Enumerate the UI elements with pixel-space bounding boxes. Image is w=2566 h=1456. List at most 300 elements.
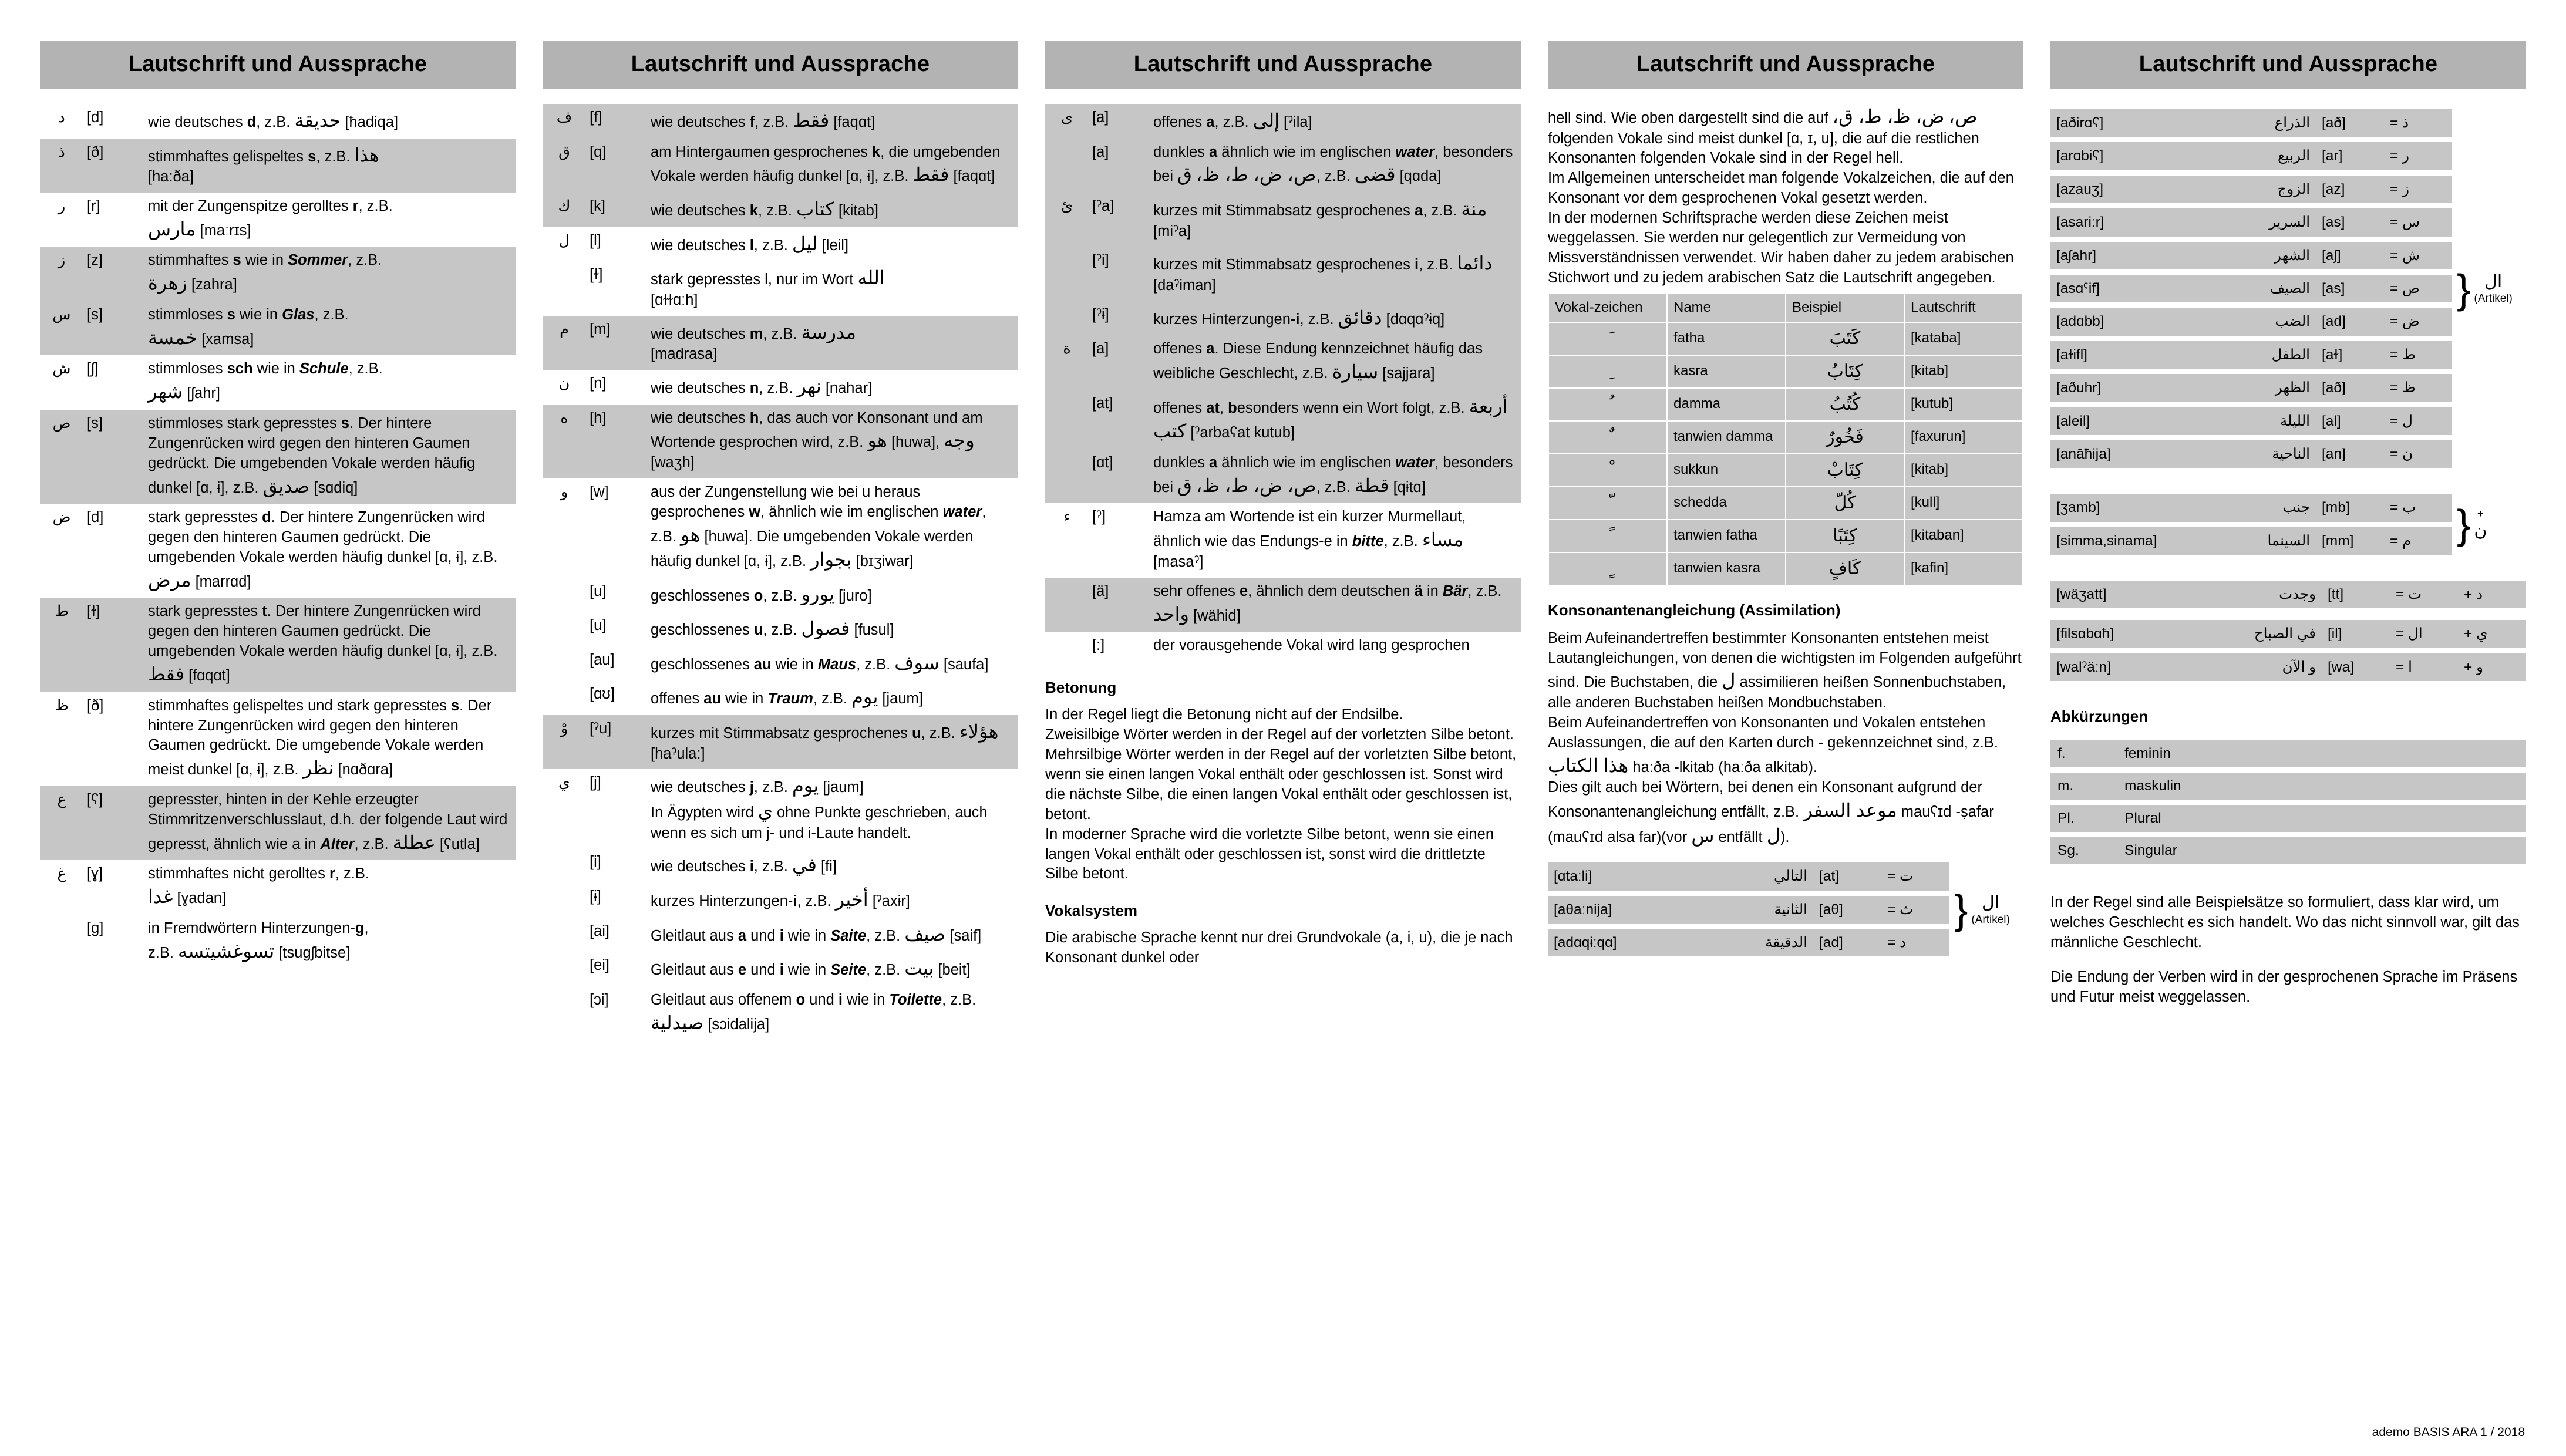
- assimilation-row: [2050, 109, 2452, 137]
- pronunciation-row: [1045, 104, 1521, 139]
- abbreviation-key: Sg.: [2050, 837, 2117, 864]
- ipa-symbol: [au]: [590, 651, 615, 668]
- transcription: [ɑtaːli]: [1548, 862, 1665, 890]
- arabic-word: الثانية: [1665, 896, 1813, 924]
- vowel-example: كُتُبُ: [1786, 388, 1904, 421]
- arabic-letter: [543, 646, 586, 681]
- other-assimilation-table: [2050, 575, 2526, 614]
- arabic-letter: ق: [543, 139, 586, 193]
- ipa-symbol: [ɔi]: [590, 991, 609, 1008]
- brace-icon: }: [2457, 265, 2471, 312]
- vowel-table-header-cell: Vokal-zeichen: [1555, 299, 1643, 315]
- abbreviation-value: feminin: [2117, 740, 2526, 767]
- vowel-table-header-cell: Name: [1673, 299, 1712, 315]
- pronunciation-row: [1045, 139, 1521, 193]
- vowel-sign: [1548, 322, 1667, 355]
- vowel-table-row: [1548, 322, 2023, 355]
- assimilation-row: [2050, 581, 2526, 608]
- result-sound: [az]: [2316, 176, 2384, 203]
- arabic-letter: ش: [52, 360, 71, 378]
- pronunciation-row: [40, 504, 516, 598]
- vowel-name: kasra: [1667, 355, 1786, 388]
- ipa-symbol: [a]: [1089, 335, 1150, 389]
- source-letter: ن =: [2384, 440, 2452, 468]
- arabic-word: الطفل: [2168, 341, 2316, 369]
- pronunciation-row: [1045, 503, 1521, 577]
- arabic-letter: ر: [58, 198, 66, 214]
- pronunciation-row: [1045, 449, 1521, 503]
- assimilation-row: [2050, 407, 2452, 435]
- vowel-th-name: [1667, 294, 1786, 322]
- abbreviation-key: Pl.: [2050, 805, 2117, 832]
- assimilation-examples-table: [1548, 857, 1949, 962]
- vowel-th-example: [1786, 294, 1904, 322]
- assimilation-row: [2050, 620, 2526, 648]
- ipa-symbol: [ɣ]: [87, 865, 103, 882]
- sun-letters-brace-group: [2457, 104, 2526, 473]
- pronunciation-description: aus der Zungenstellung wie bei u heraus gesprochenes w, ähnlich wie im englischen water, z.B. هو [huwa]. Die umgebenden Vokale werden häufig dunkel [ɑ, ɨ], z.B. بجوار [bɪʒiwar]: [651, 483, 986, 571]
- footer-credit: ademo BASIS ARA 1 / 2018: [2372, 1425, 2525, 1439]
- arabic-letter: ع: [40, 786, 83, 860]
- arabic-letter: [543, 918, 586, 952]
- pronunciation-row: [40, 301, 516, 355]
- vowel-join-block: [2050, 615, 2526, 686]
- paragraph: In der Regel liegt die Betonung nicht auf der Endsilbe.: [1045, 706, 1403, 723]
- arabic-letter: [543, 612, 586, 646]
- arabic-letter: ذ: [40, 139, 83, 193]
- ipa-symbol: [at]: [1089, 390, 1150, 449]
- sun-letters-table: [2050, 104, 2452, 473]
- arabic-letter: [40, 915, 83, 969]
- pronunciation-description: kurzes mit Stimmabsatz gesprochenes u, z.B. هؤلاء [haˀula:]: [647, 715, 1018, 769]
- arabic-letter: ي: [558, 774, 570, 791]
- ipa-symbol: [ɑʊ]: [590, 686, 615, 703]
- result-sound: [aθ]: [1813, 896, 1881, 924]
- abbreviations-table: [2050, 735, 2526, 869]
- pronunciation-description: wie deutsches j, z.B. يوم [jaum] In Ägypten wird ي ohne Punkte geschrieben, auch wenn es sich um j- und i-Laute handelt.: [651, 775, 988, 841]
- transcription: [aðirɑʕ]: [2050, 109, 2168, 137]
- pronunciation-row: [40, 915, 516, 969]
- arabic-letter: [1045, 301, 1089, 336]
- column-2-header: Lautschrift und Aussprache: [543, 41, 1018, 89]
- pronunciation-description: dunkles a ähnlich wie im englischen water, besonders bei ص، ض، ط، ظ، ق , z.B. قضى [qɑda]: [1150, 139, 1521, 193]
- assimilation-row: [2050, 374, 2452, 402]
- vowel-example: فَخُورٌ: [1786, 421, 1904, 454]
- arabic-letter: ف: [543, 104, 586, 139]
- source-letter: ز =: [2384, 176, 2452, 203]
- source-letter: ب =: [2384, 494, 2452, 521]
- arabic-word: الشهر: [2168, 242, 2316, 269]
- vowel-th-sign: [1548, 294, 1667, 322]
- paragraph: In der Regel sind alle Beispielsätze so formuliert, dass klar wird, um welches Geschlecht es sich handelt. Wo das nicht sinnvoll war, gilt das männliche Geschlecht.: [2050, 894, 2520, 951]
- vowel-example: كُلّ: [1786, 487, 1904, 520]
- nasal-assimilation-block: [2050, 488, 2526, 560]
- arabic-letter: ن: [558, 375, 570, 392]
- vowel-example: كِتَبًا: [1786, 520, 1904, 552]
- result-sound: [at]: [1813, 862, 1881, 890]
- pronunciation-description: kurzes Hinterzungen-i, z.B. أخير [ˀaxɨr]: [651, 889, 910, 910]
- transcription: [ʒamb]: [2050, 494, 2168, 521]
- column-3-header: Lautschrift und Aussprache: [1045, 41, 1521, 89]
- arabic-letter: ط: [40, 598, 83, 692]
- arabic-letter: غ: [57, 865, 66, 882]
- pronunciation-row: [40, 410, 516, 504]
- ipa-symbol: [f]: [586, 104, 647, 139]
- assimilation-paragraphs: [1548, 629, 2023, 848]
- vowel-sign: [1548, 552, 1667, 585]
- assimilation-row: [2050, 653, 2526, 681]
- paragraph: hell sind. Wie oben dargestellt sind die auf ص، ض، ظ، ط، ق، folgenden Vokale sind meist dunkel [ɑ, ɪ, u], die auf die restlichen Konsonanten folgenden Vokale sind in der Regel hell.: [1548, 106, 1979, 167]
- source-letter: د =: [1881, 929, 1949, 956]
- ipa-symbol: [ð]: [83, 139, 144, 193]
- pronunciation-description: stimmhaftes gelispeltes s, z.B. هذا [ha:ða]: [144, 139, 516, 193]
- paragraph: Beim Aufeinandertreffen von Konsonanten und Vokalen entstehen Auslassungen, die auf den Karten durch - gekennzeichnet sind, z.B. هذا الكتاب haːða -lkitab (haːða alkitab).: [1548, 714, 1998, 776]
- vowel-table-row: [1548, 520, 2023, 552]
- result-sound: [ad]: [1813, 929, 1881, 956]
- ipa-symbol: [ˀɨ]: [1089, 301, 1150, 336]
- arabic-letter: [543, 986, 586, 1040]
- column-5-header: Lautschrift und Aussprache: [2050, 41, 2526, 89]
- paragraph: Dies gilt auch bei Wörtern, bei denen ein Konsonant aufgrund der Konsonantenangleichung entfällt, z.B. موعد السفر mauʕɪd -ṣafar (mauʕɪd alsa far)(vor س entfällt ل).: [1548, 779, 1994, 846]
- ipa-symbol: [h]: [586, 405, 647, 478]
- arabic-letter: ص: [40, 410, 83, 504]
- pronunciation-description: am Hintergaumen gesprochenes k, die umgebenden Vokale werden häufig dunkel [ɑ, ɨ], z.B. فقط [faqɑt]: [647, 139, 1018, 193]
- transcription: [anāħija]: [2050, 440, 2168, 468]
- artikel-note: (Artikel): [1971, 913, 2010, 926]
- source-letter: ر =: [2384, 142, 2452, 170]
- ipa-symbol: [ɫ]: [83, 598, 144, 692]
- vowel-intro-paragraphs: [1548, 104, 2023, 288]
- vowel-transcription: [kutub]: [1904, 388, 2023, 421]
- source-letter: ا =: [2390, 653, 2458, 681]
- transcription: [asariːr]: [2050, 208, 2168, 236]
- ipa-symbol: [d]: [87, 509, 104, 526]
- result-sound: [as]: [2316, 275, 2384, 302]
- ipa-symbol: [ˀu]: [586, 715, 647, 769]
- pronunciation-description: wie deutsches h, das auch vor Konsonant und am Wortende gesprochen wird, z.B. هو [huwa], وجه [waʒh]: [647, 405, 1018, 478]
- arabic-word: السرير: [2168, 208, 2316, 236]
- ipa-symbol: [s]: [83, 301, 144, 355]
- arabic-letter: م: [543, 316, 586, 370]
- pronunciation-description: offenes au wie in Traum, z.B. يوم [jaum]: [651, 686, 923, 708]
- pronunciation-description: wie deutsches k, z.B. كتاب [kitab]: [647, 193, 1018, 227]
- vowel-th-transcription: [1904, 294, 2023, 322]
- column-4-header: Lautschrift und Aussprache: [1548, 41, 2023, 89]
- vowel-name: tanwien fatha: [1667, 520, 1786, 552]
- vowel-name: tanwien kasra: [1667, 552, 1786, 585]
- pronunciation-description: geschlossenes u, z.B. فصول [fusul]: [651, 618, 894, 639]
- pronunciation-row: [40, 692, 516, 786]
- pronunciation-row: [543, 612, 1018, 646]
- pronunciation-row: [40, 355, 516, 409]
- assimilation-row: [2050, 440, 2452, 468]
- abbreviation-key: m.: [2050, 773, 2117, 800]
- arabic-letter: و: [560, 483, 568, 500]
- pronunciation-row: [543, 370, 1018, 405]
- pronunciation-row: [40, 139, 516, 193]
- nun-letter: ن: [2474, 520, 2487, 540]
- pronunciation-description: gepresster, hinten in der Kehle erzeugter Stimmritzenverschlusslaut, d.h. der folgende Laut wird gepresst, ähnlich wie a in Alter, z.B. عطلة [ʕutla]: [144, 786, 516, 860]
- result-sound: [aʃ]: [2316, 242, 2384, 269]
- arabic-letter: [543, 848, 586, 883]
- arabic-letter: ل: [558, 232, 570, 249]
- pronunciation-row: [40, 247, 516, 301]
- result-sound: [að]: [2316, 374, 2384, 402]
- arabic-word: وجدت: [2168, 581, 2322, 608]
- ipa-symbol: [ɨ]: [590, 888, 601, 905]
- plus-letter: ي +: [2458, 620, 2526, 648]
- source-letter: س =: [2384, 208, 2452, 236]
- arabic-letter: [1045, 390, 1089, 449]
- result-sound: [wa]: [2322, 653, 2390, 681]
- vowel-transcription: [kataba]: [1904, 322, 2023, 355]
- assimilation-row: [2050, 242, 2452, 269]
- pronunciation-description: kurzes mit Stimmabsatz gesprochenes a, z.B. منة [miˀa]: [1150, 193, 1521, 247]
- pronunciation-row: [543, 918, 1018, 952]
- pronunciation-row: [543, 405, 1018, 478]
- source-letter: ث =: [1881, 896, 1949, 924]
- vowel-signs-table: [1548, 293, 2023, 586]
- arabic-word: الليلة: [2168, 407, 2316, 435]
- source-letter: ذ =: [2384, 109, 2452, 137]
- column-1: [40, 41, 516, 1456]
- assimilation-row: [2050, 494, 2452, 521]
- ipa-symbol: [ä]: [1089, 578, 1150, 632]
- artikel-arabic: ال: [1982, 893, 2000, 913]
- pronunciation-description: stimmloses sch wie in Schule, z.B. شهر [ʃahr]: [148, 360, 383, 403]
- transcription: [adɑqɨːqɑ]: [1548, 929, 1665, 956]
- abbreviation-row: [2050, 805, 2526, 832]
- arabic-letter: ىٔ: [1045, 193, 1089, 247]
- pronunciation-row: [40, 598, 516, 692]
- vokalsystem-paragraph: Die arabische Sprache kennt nur drei Grundvokale (a, i, u), die je nach Konsonant dunkel oder: [1045, 929, 1513, 966]
- vowel-example: كِتَابُ: [1786, 355, 1904, 388]
- transcription: [simma,sinama]: [2050, 527, 2168, 555]
- arabic-letter: [543, 578, 586, 612]
- arabic-letter: [543, 680, 586, 715]
- result-sound: [an]: [2316, 440, 2384, 468]
- brace-icon: }: [1954, 887, 1968, 933]
- paragraph: In der modernen Schriftsprache werden diese Zeichen meist weggelassen. Sie werden nur gelegentlich zur Vermeidung von Missverständnissen verwendet. Wir haben daher zu jedem arabischen Stichwort und zu jedem arabischen Satz die Lautschrift angegeben.: [1548, 210, 2014, 286]
- result-sound: [mb]: [2316, 494, 2384, 521]
- transcription: [aleil]: [2050, 407, 2168, 435]
- pronunciation-row: [1045, 632, 1521, 661]
- arabic-letter: [1045, 139, 1089, 193]
- arabic-word: و الآن: [2168, 653, 2322, 681]
- pronunciation-table-1: [40, 104, 516, 969]
- ipa-symbol: [ð]: [87, 697, 104, 714]
- artikel-label: [2474, 272, 2512, 305]
- result-sound: [aɫ]: [2316, 341, 2384, 369]
- arabic-letter: [543, 883, 586, 918]
- ipa-symbol: [ɑt]: [1089, 449, 1150, 503]
- result-sound: [al]: [2316, 407, 2384, 435]
- arabic-letter: س: [40, 301, 83, 355]
- arabic-letter: [1045, 578, 1089, 632]
- ipa-symbol: [n]: [590, 375, 607, 392]
- pronunciation-description: geschlossenes o, z.B. يورو [juro]: [651, 583, 872, 605]
- column-1-header: Lautschrift und Aussprache: [40, 41, 516, 89]
- arabic-word: السينما: [2168, 527, 2316, 555]
- pronunciation-description: wie deutsches l, z.B. ليل [leil]: [651, 232, 849, 254]
- pronunciation-description: stimmhaftes gelispeltes und stark gepresstes s. Der hintere Zungenrücken wird gegen den hinteren Gaumen gedrückt. Die umgebende Vokale werden meist dunkel [ɑ, ɨ], z.B. نظر [nɑðɑra]: [148, 697, 492, 779]
- assimilation-examples-block: [1548, 857, 2023, 962]
- arabic-letter: [543, 261, 586, 315]
- transcription: [aɫifl]: [2050, 341, 2168, 369]
- vowel-name: schedda: [1667, 487, 1786, 520]
- pronunciation-row: [40, 786, 516, 860]
- result-sound: [tt]: [2322, 581, 2390, 608]
- assimilation-row: [2050, 308, 2452, 335]
- source-letter: ص =: [2384, 275, 2452, 302]
- source-letter: ت =: [2390, 581, 2458, 608]
- vowel-table-row: [1548, 388, 2023, 421]
- ipa-symbol: [l]: [590, 232, 601, 249]
- nasal-brace-group: [2457, 488, 2526, 560]
- vowel-table-row: [1548, 487, 2023, 520]
- pronunciation-description: offenes at, besonders wenn ein Wort folgt, z.B. أربعة كتب [ˀarbaʕat kutub]: [1150, 390, 1521, 449]
- ipa-symbol: [j]: [590, 774, 601, 791]
- sun-letters-block: [2050, 104, 2526, 473]
- transcription: [aðuhr]: [2050, 374, 2168, 402]
- pronunciation-row: [40, 104, 516, 139]
- pronunciation-description: kurzes mit Stimmabsatz gesprochenes i, z.B. دائما [daˀiman]: [1150, 247, 1521, 301]
- arabic-word: الناحية: [2168, 440, 2316, 468]
- vowel-join-table: [2050, 615, 2526, 686]
- vowel-table-header-cell: Beispiel: [1792, 299, 1842, 315]
- ipa-symbol: [u]: [590, 617, 607, 634]
- vowel-transcription: [faxurun]: [1904, 421, 2023, 454]
- vowel-sign: [1548, 487, 1667, 520]
- assimilation-title: Konsonantenangleichung (Assimilation): [1548, 601, 1841, 619]
- arabic-word: الصيف: [2168, 275, 2316, 302]
- pronunciation-row: [543, 646, 1018, 681]
- abbreviation-value: maskulin: [2117, 773, 2526, 800]
- pronunciation-description: stark gepresstes d. Der hintere Zungenrücken wird gegen den hinteren Gaumen gedrückt. Die umgebenden Vokale werden häufig dunkel [ɑ, ɨ], z.B. مرض [marrɑd]: [148, 509, 498, 591]
- arabic-letter: [1045, 632, 1089, 661]
- pronunciation-row: [543, 715, 1018, 769]
- ipa-symbol: [a]: [1089, 104, 1150, 139]
- pronunciation-row: [543, 578, 1018, 612]
- arabic-letter: ك: [543, 193, 586, 227]
- pronunciation-row: [543, 680, 1018, 715]
- pronunciation-row: [543, 769, 1018, 848]
- pronunciation-row: [543, 883, 1018, 918]
- pronunciation-description: Gleitlaut aus e und i wie in Seite, z.B. بيت [beit]: [651, 958, 971, 979]
- arabic-word: جنب: [2168, 494, 2316, 521]
- artikel-note: (Artikel): [2474, 292, 2513, 305]
- vowel-table-row: [1548, 355, 2023, 388]
- nasal-assimilation-table: [2050, 488, 2452, 560]
- abbreviation-row: [2050, 740, 2526, 767]
- pronunciation-description: geschlossenes au wie in Maus, z.B. سوف [saufa]: [651, 652, 989, 673]
- vowel-table-header-cell: Lautschrift: [1911, 299, 1976, 315]
- pronunciation-row: [543, 104, 1018, 139]
- other-assimilation-block: [2050, 575, 2526, 614]
- arabic-letter: ة: [1045, 335, 1089, 389]
- ipa-symbol: [d]: [87, 109, 104, 126]
- pronunciation-table-2: [543, 104, 1018, 1040]
- arabic-word: الذراع: [2168, 109, 2316, 137]
- pronunciation-description: sehr offenes e, ähnlich dem deutschen ä in Bär, z.B. واحد [wähid]: [1150, 578, 1521, 632]
- pronunciation-description: stimmloses stark gepresstes s. Der hintere Zungenrücken wird gegen den hinteren Gaumen gedrückt. Die umgebenden Vokale werden häufig dunkel [ɑ, ɨ], z.B. صديق [sɑdiq]: [144, 410, 516, 504]
- vowel-sign: [1548, 454, 1667, 487]
- plus-letter: د +: [2458, 581, 2526, 608]
- pronunciation-row: [543, 316, 1018, 370]
- source-letter: ط =: [2384, 341, 2452, 369]
- result-sound: [il]: [2322, 620, 2390, 648]
- assimilation-row: [2050, 341, 2452, 369]
- assimilation-brace-group: [1954, 887, 2023, 933]
- pronunciation-description: stark gepresstes t. Der hintere Zungenrücken wird gegen den hinteren Gaumen gedrückt. Die umgebenden Vokale werden häufig dunkel [ɑ, ɨ], z.B. فقط [fɑqɑt]: [144, 598, 516, 692]
- ipa-symbol: [w]: [590, 483, 609, 500]
- source-letter: ال =: [2390, 620, 2458, 648]
- pronunciation-description: Gleitlaut aus offenem o und i wie in Toilette, z.B. صيدلية [sɔidalija]: [651, 991, 976, 1033]
- pronunciation-description: wie deutsches f, z.B. فقط [faqɑt]: [647, 104, 1018, 139]
- arabic-letter: ه: [543, 405, 586, 478]
- ipa-symbol: [m]: [586, 316, 647, 370]
- pronunciation-row: [1045, 390, 1521, 449]
- assimilation-row: [2050, 208, 2452, 236]
- vowel-name: fatha: [1667, 322, 1786, 355]
- pronunciation-description: stark gepresstes l, nur im Wort الله [ɑɫɫɑːh]: [651, 267, 885, 308]
- ipa-symbol: [ˀi]: [1089, 247, 1150, 301]
- pronunciation-description: in Fremdwörtern Hinterzungen-g, z.B. تسوغشيتسه [tsuɡʃbitse]: [148, 919, 369, 962]
- pronunciation-row: [543, 952, 1018, 986]
- pronunciation-row: [1045, 335, 1521, 389]
- arabic-word: الزوج: [2168, 176, 2316, 203]
- assimilation-row: [2050, 176, 2452, 203]
- pronunciation-row: [543, 986, 1018, 1040]
- pronunciation-description: wie deutsches d, z.B. حديقة [ħadiqa]: [148, 110, 399, 131]
- artikel-label: [1971, 893, 2009, 926]
- abbreviation-value: Plural: [2117, 805, 2526, 832]
- plus-sign: +: [2477, 508, 2484, 521]
- assimilation-row: [1548, 896, 1949, 924]
- column-3: [1045, 41, 1521, 1456]
- vowel-transcription: [kitab]: [1904, 355, 2023, 388]
- arabic-letter: د: [58, 109, 65, 126]
- pronunciation-row: [40, 193, 516, 247]
- vowel-table-header-row: [1548, 294, 2023, 322]
- vowel-example: كِتَابْ: [1786, 454, 1904, 487]
- transcription: [asɑˤif]: [2050, 275, 2168, 302]
- ipa-symbol: [ɫ]: [590, 267, 603, 284]
- source-letter: ظ =: [2384, 374, 2452, 402]
- ipa-symbol: [:]: [1092, 637, 1105, 654]
- vowel-transcription: [kitab]: [1904, 454, 2023, 487]
- pronunciation-row: [1045, 301, 1521, 336]
- abbreviations-title: Abkürzungen: [2050, 707, 2149, 726]
- abbreviation-row: [2050, 773, 2526, 800]
- ipa-symbol: [ei]: [590, 957, 610, 974]
- pronunciation-description: kurzes Hinterzungen-i, z.B. دقائق [dɑqɑˀɨq]: [1150, 301, 1521, 336]
- pronunciation-row: [543, 848, 1018, 883]
- pronunciation-description: offenes a, z.B. إلى [ˀila]: [1150, 104, 1521, 139]
- pronunciation-description: dunkles a ähnlich wie im englischen water, besonders bei ص، ض، ط، ظ، ق , z.B. قطة [qɨtɑ]: [1150, 449, 1521, 503]
- assimilation-row: [1548, 929, 1949, 956]
- pronunciation-description: wie deutsches i, z.B. في [fi]: [651, 854, 837, 876]
- arabic-letter: ظ: [55, 697, 69, 714]
- vowel-table-row: [1548, 421, 2023, 454]
- artikel-arabic: ال: [2484, 272, 2503, 292]
- arabic-letter: [543, 952, 586, 986]
- arabic-letter: ى: [1045, 104, 1089, 139]
- betonung-paragraphs: [1045, 705, 1521, 884]
- transcription: [azauʒ]: [2050, 176, 2168, 203]
- arabic-word: الظهر: [2168, 374, 2316, 402]
- arabic-word: التالي: [1665, 862, 1813, 890]
